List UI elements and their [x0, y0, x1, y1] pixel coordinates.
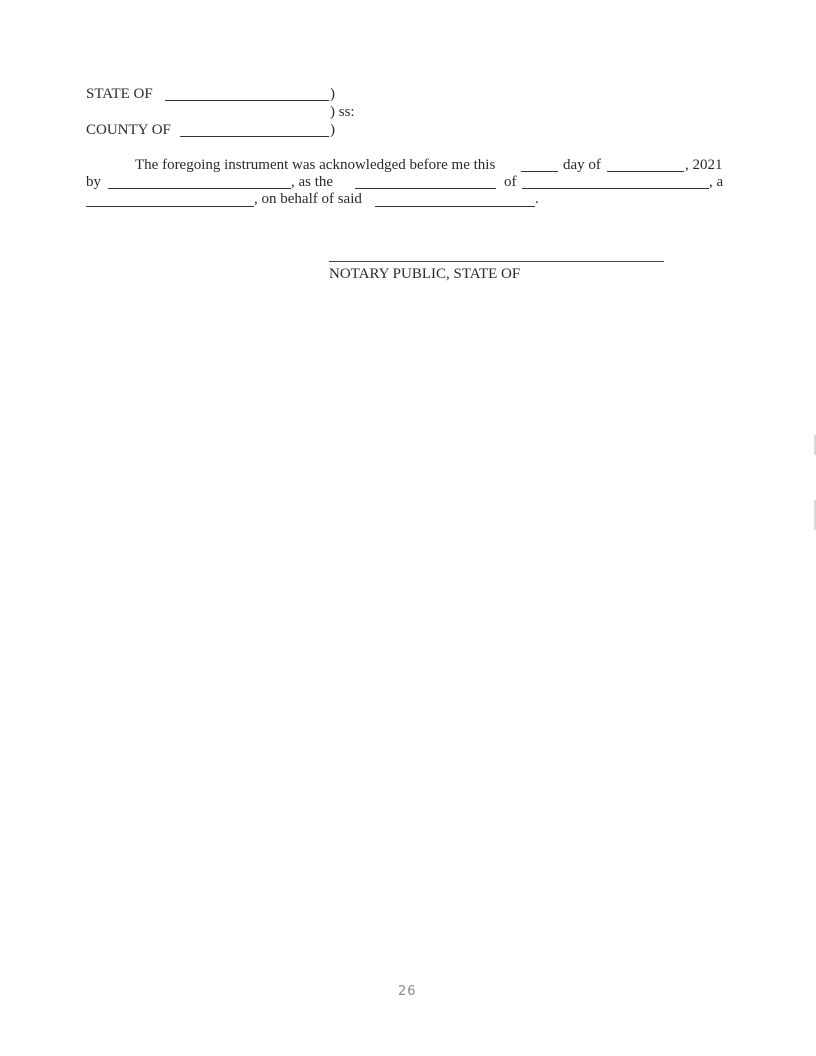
state-of-label: STATE OF — [86, 86, 153, 102]
state-blank-line[interactable] — [165, 100, 329, 101]
comma-a-label: , a — [709, 174, 724, 190]
ss-label: ) ss: — [330, 104, 355, 120]
day-blank-line[interactable] — [521, 171, 558, 172]
acknowledgment-text: The foregoing instrument was acknowledged before me this — [135, 157, 496, 173]
day-of-label: day of — [563, 157, 601, 173]
year-label: , 2021 — [685, 157, 723, 173]
month-blank-line[interactable] — [607, 171, 684, 172]
behalf-blank-line[interactable] — [375, 206, 535, 207]
entity-type-blank-line[interactable] — [86, 206, 254, 207]
state-paren: ) — [330, 86, 335, 102]
county-of-label: COUNTY OF — [86, 122, 171, 138]
page-number: 26 — [398, 984, 417, 999]
name-blank-line[interactable] — [108, 188, 291, 189]
county-paren: ) — [330, 122, 335, 138]
as-the-label: , as the — [291, 174, 334, 190]
title-blank-line[interactable] — [355, 188, 496, 189]
notary-signature-line[interactable] — [329, 261, 664, 262]
entity-blank-line[interactable] — [522, 188, 709, 189]
notary-public-label: NOTARY PUBLIC, STATE OF — [329, 266, 521, 282]
by-label: by — [86, 174, 101, 190]
county-blank-line[interactable] — [180, 136, 329, 137]
period-mark: . — [535, 191, 539, 207]
of-label: of — [504, 174, 517, 190]
on-behalf-label: , on behalf of said — [254, 191, 362, 207]
